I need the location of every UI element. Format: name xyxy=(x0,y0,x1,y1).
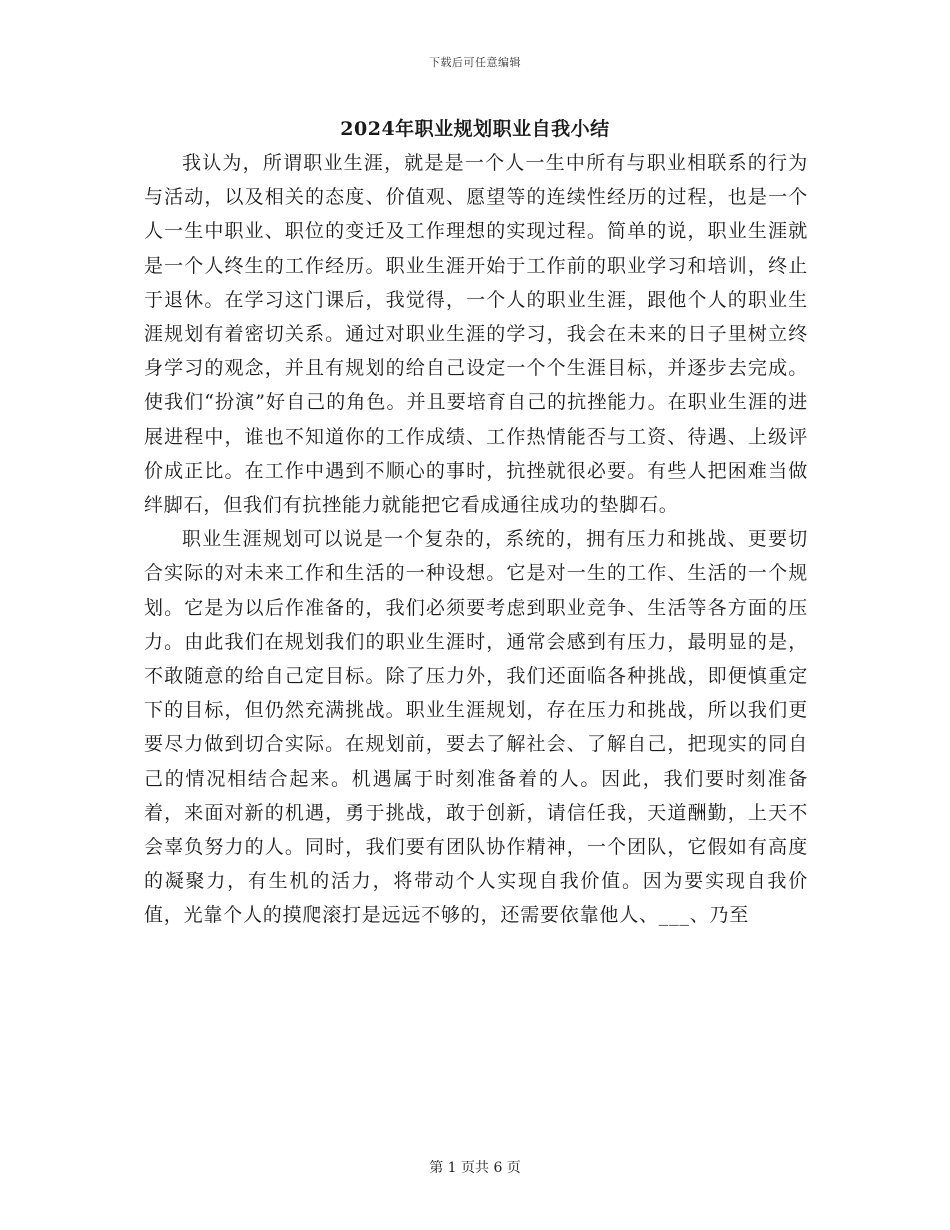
page-number: 第 1 页共 6 页 xyxy=(429,1160,521,1176)
document-body xyxy=(144,146,808,933)
paragraph-1: 我认为，所谓职业生涯，就是是一个人一生中所有与职业相联系的行为与活动，以及相关的态度、价值观、愿望等的连续性经历的过程，也是一个人一生中职业、职位的变迁及工作理想的实现过程。简单的说，职业生涯就是一个人终生的工作经历。职业生涯开始于工作前的职业学习和培训，终止于退休。在学习这门课后，我觉得，一个人的职业生涯，跟他个人的职业生涯规划有着密切关系。通过对职业生涯的学习，我会在未来的日子里树立终身学习的观念，并且有规划的给自己设定一个个生涯目标，并逐步去完成。使我们“扮演”好自己的角色。并且要培育自己的抗挫能力。在职业生涯的进展进程中，谁也不知道你的工作成绩、工作热情能否与工资、待遇、上级评价成正比。在工作中遇到不顺心的事时，抗挫就很必要。有些人把困难当做绊脚石，但我们有抗挫能力就能把它看成通往成功的垫脚石。 xyxy=(144,152,808,517)
document-title: 2024年职业规划职业自我小结 xyxy=(340,118,610,140)
paragraph-2: 职业生涯规划可以说是一个复杂的，系统的，拥有压力和挑战、更要切合实际的对未来工作和生活的一种设想。它是对一生的工作、生活的一个规划。它是为以后作准备的，我们必须要考虑到职业竞争、生活等各方面的压力。由此我们在规划我们的职业生涯时，通常会感到有压力，最明显的是，不敢随意的给自己定目标。除了压力外，我们还面临各种挑战，即便慎重定下的目标，但仍然充满挑战。职业生涯规划，存在压力和挑战，所以我们更要尽力做到切合实际。在规划前，要去了解社会、了解自己，把现实的同自己的情况相结合起来。机遇属于时刻准备着的人。因此，我们要时刻准备着，来面对新的机遇，勇于挑战，敢于创新，请信任我，天道酬勤，上天不会辜负努力的人。同时，我们要有团队协作精神，一个团队，它假如有高度的凝聚力，有生机的活力，将带动个人实现自我价值。因为要实现自我价值，光靠个人的摸爬滚打是远远不够的，还需要依靠他人、___、乃至 xyxy=(144,528,808,927)
header-note: 下载后可任意编辑 xyxy=(429,56,521,69)
